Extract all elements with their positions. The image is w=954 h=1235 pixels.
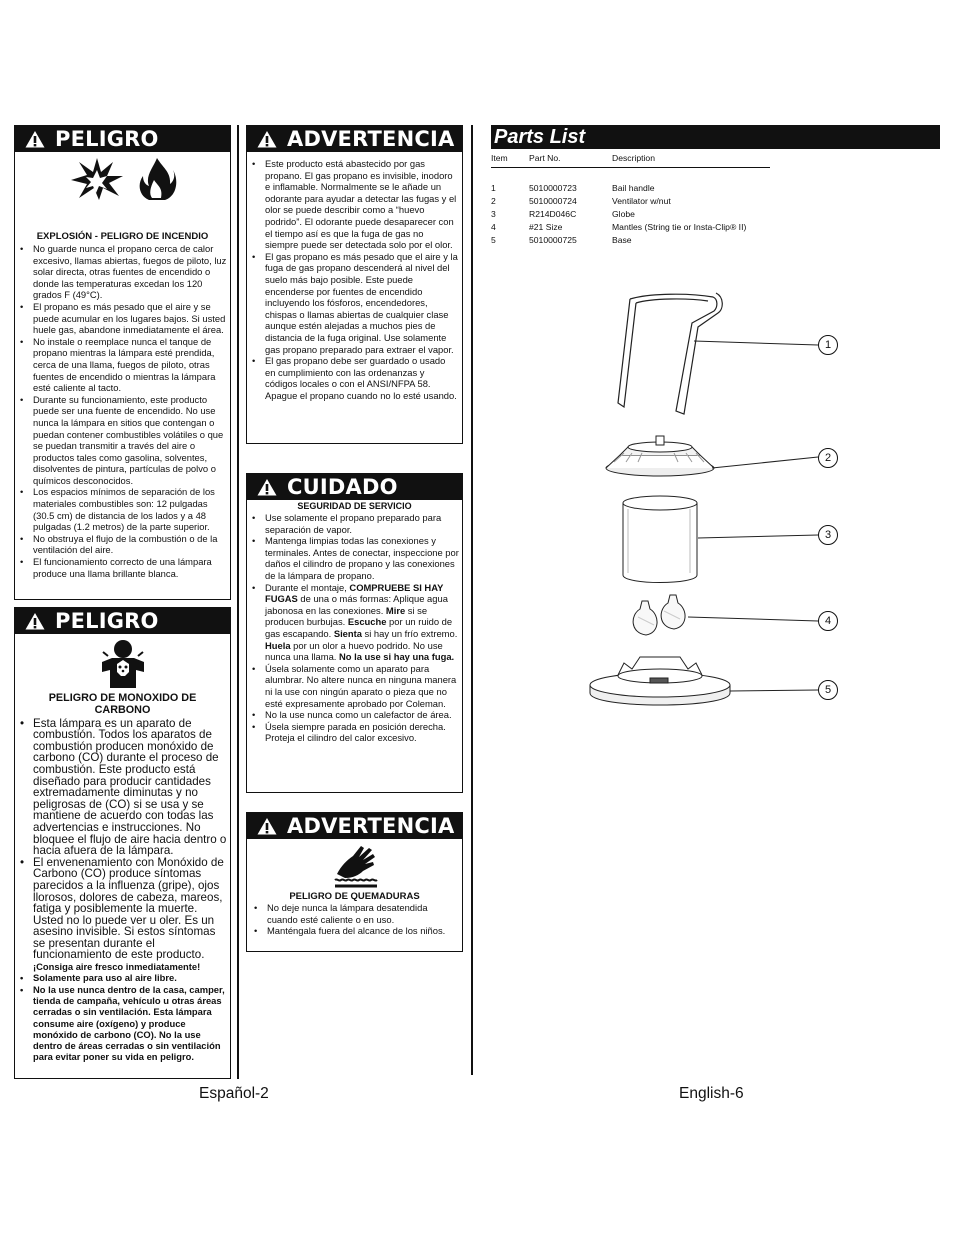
- leak-text: por un ruido de gas escapando.: [265, 616, 453, 639]
- globe-drawing: [623, 496, 697, 583]
- list-item: • Durante su funcionamiento, este producto puede ser una fuente de encendido. No use nunca la lámpara en sitios que contengan o puedan contener combustibles volátiles o que se puedan transmitir a través del aire o productos tales como gasolina, solventes, disolventes de pintura, partículas de polvo o químicos desconocidos.: [33, 394, 230, 487]
- callout-4: 4: [818, 611, 838, 631]
- list-item: [33, 857, 230, 973]
- advertencia-burn-header: [247, 813, 462, 839]
- advertencia-gas-title: ADVERTENCIA: [287, 127, 455, 151]
- list-item: • El propano es más pesado que el aire y se puede acumular en los lugares bajos. Si usted huele gas, abandone inmediatamente el área.: [33, 301, 230, 336]
- cell-part-no: R214D046C: [529, 208, 577, 219]
- peligro-fire-list: [15, 243, 230, 579]
- cell-description: Ventilator w/nut: [612, 195, 671, 206]
- table-row: [491, 233, 770, 246]
- list-item: • No guarde nunca el propano cerca de calor excesivo, llamas abiertas, fuegos de piloto, luz solar directa, otras fuentes de encendido o donde las temperaturas excedan los 120 grados F (49°C).: [33, 243, 230, 301]
- leak-check-bold: COMPRUEBE SI HAY FUGAS: [265, 581, 444, 605]
- peligro-fire-header: [15, 126, 230, 152]
- cell-item: 4: [491, 221, 496, 232]
- leader-line-2: [712, 457, 818, 468]
- advertencia-burn-list: [247, 902, 462, 937]
- base-drawing: [590, 657, 730, 705]
- parts-list-title: Parts List: [491, 125, 940, 149]
- advertencia-burn-title: ADVERTENCIA: [287, 814, 455, 838]
- peligro-co-box: [14, 607, 231, 1079]
- advertencia-burn-subtitle: PELIGRO DE QUEMADURAS: [289, 891, 420, 902]
- cuidado-subtitle: SEGURIDAD DE SERVICIO: [297, 501, 412, 511]
- leader-line-5: [730, 690, 818, 691]
- indoor-warning-text: No la use nunca dentro de la casa, camper, tienda de campaña, vehículo u otras áreas cerradas o sin ventilación. Esta lámpara consume aire (oxígeno) y produce monóxido de carbono (CO). No la use dentro de áreas cerradas o sin ventilación para evitar poner su vida en peligro.: [33, 983, 225, 1063]
- list-item: • Manténgala fuera del alcance de los niños.: [267, 925, 458, 937]
- list-item: [33, 984, 230, 1063]
- list-item: • El funcionamiento correcto de una lámpara produce una llama brillante blanca.: [33, 556, 230, 579]
- list-item: • Use solamente el propano preparado para separación de vapor.: [265, 512, 459, 535]
- peligro-fire-subtitle: EXPLOSIÓN - PELIGRO DE INCENDIO: [36, 231, 209, 242]
- smell-bold: Huela: [265, 639, 291, 651]
- cell-item: 3: [491, 208, 496, 219]
- co-symptoms-text: El envenenamiento con Monóxido de Carbono (CO) produce síntomas parecidos a la influenza (gripe), ojos llorosos, dolores de cabeza, mareos, fatiga y posiblemente la muerte. Usted no lo puede ver u oler. Es un asesino invisible. Si estos síntomas se presentan durante el funcionamiento de este producto.: [33, 855, 224, 962]
- leader-line-4: [688, 617, 818, 621]
- outdoor-use-text: Solamente para uso al aire libre.: [33, 972, 177, 984]
- table-row: [491, 207, 770, 220]
- look-bold: Mire: [385, 604, 406, 616]
- ventilator-drawing: [606, 436, 714, 476]
- list-item: • Este producto está abastecido por gas propano. El gas propano es invisible, inodoro e inflamable. Normalmente se le añade un odorante para ayudar a detectar las fugas y el olor se puede describir como a “huevo podrido”. El odorante puede desaparecer con el tiempo así es que la fuga de gas no siempre puede ser detectada solo por el olor.: [265, 158, 458, 251]
- peligro-fire-box: [14, 125, 231, 600]
- warning-triangle-icon: [257, 478, 277, 496]
- explosion-icon: [69, 156, 125, 202]
- cuidado-list: [247, 512, 462, 744]
- list-item: • No obstruya el flujo de la combustión o de la ventilación del aire.: [33, 533, 230, 556]
- listen-bold: Escuche: [347, 616, 387, 628]
- peligro-co-header: [15, 608, 230, 634]
- callout-3: 3: [818, 525, 838, 545]
- advertencia-gas-box: [246, 125, 463, 444]
- cell-part-no: 5010000725: [529, 234, 577, 245]
- table-row: [491, 181, 770, 194]
- list-item: • No deje nunca la lámpara desatendida cuando esté caliente o en uso.: [267, 902, 458, 925]
- cuidado-header: [247, 474, 462, 500]
- column-divider-left: [237, 125, 239, 1079]
- peligro-co-subtitle: PELIGRO DE MONOXIDO DE CARBONO: [48, 692, 197, 716]
- leak-text: por un olor a huevo podrido. No use nunca una llama.: [265, 639, 443, 663]
- warning-triangle-icon: [25, 130, 45, 148]
- parts-table: [491, 153, 770, 246]
- table-row: [491, 194, 770, 207]
- list-item: [33, 972, 230, 983]
- mantles-drawing: [633, 595, 685, 635]
- co-poison-person-icon: [98, 638, 148, 688]
- advertencia-burn-box: [246, 812, 463, 952]
- explosion-fire-icons: [15, 156, 230, 202]
- leader-line-3: [698, 535, 818, 538]
- warning-triangle-icon: [257, 817, 277, 835]
- header-item: Item: [491, 153, 508, 163]
- hot-hand-icon: [331, 844, 379, 890]
- callout-2: 2: [818, 448, 838, 468]
- list-item: • Esta lámpara es un aparato de combustión. Todos los aparatos de combustión producen monóxido de carbono (CO) durante el proceso de combustión. Este producto está diseñado para producir cantidades extremadamente diminutas y no peligrosas de (CO) si se usa y se mantiene de acuerdo con todas las advertencias e instrucciones. No bloquee el flujo de aire hacia dentro o hacia afuera de la lámpara.: [33, 718, 230, 857]
- leak-text: Durante el montaje,: [265, 581, 350, 593]
- header-description: Description: [612, 153, 655, 163]
- cuidado-box: [246, 473, 463, 793]
- fire-icon: [137, 156, 177, 202]
- cuidado-title: CUIDADO: [287, 475, 398, 499]
- list-item: • Úsela siempre parada en posición derecha. Proteja el cilindro del calor excesivo.: [265, 721, 459, 744]
- cell-description: Bail handle: [612, 182, 655, 193]
- feel-bold: Sienta: [333, 627, 362, 639]
- list-item: • El gas propano es más pesado que el aire y la fuga de gas propano descenderá al nivel del suelo más bajo posible. Este puede encenderse por fuentes de encendido incluyendo los fósforos, encendedores, chispas o llamas abiertas de cualquier clase aunque estén alejadas a muchos pies de distancia de la fuga original. Use solamente gas propano preparado para extraer el vapor.: [265, 251, 458, 355]
- list-item: • Mantenga limpias todas las conexiones y terminales. Antes de conectar, inspeccione por daños el cilindro de propano y las conexiones de la lámpara de propano.: [265, 535, 459, 581]
- list-item: [265, 582, 459, 663]
- peligro-co-list: [15, 718, 230, 1063]
- advertencia-gas-header: [247, 126, 462, 152]
- list-item: • Úsela solamente como un aparato para alumbrar. No altere nunca en ninguna manera ni la use con ningún aparato o pieza que no esté expresamente aprobado por Coleman.: [265, 663, 459, 709]
- warning-triangle-icon: [25, 612, 45, 630]
- cell-description: Globe: [612, 208, 635, 219]
- bail-handle-drawing: [618, 293, 722, 414]
- callout-5: 5: [818, 680, 838, 700]
- list-item: • El gas propano debe ser guardado o usado en cumplimiento con las ordenanzas y códigos locales o con el ANSI/NFPA 58. Apague el propano cuando no lo esté usando.: [265, 355, 458, 401]
- table-row: [491, 220, 770, 233]
- page-number-spanish: Español-2: [199, 1085, 269, 1102]
- advertencia-gas-list: [247, 158, 462, 401]
- leak-text: si se producen burbujas.: [265, 604, 428, 628]
- header-part-no: Part No.: [529, 153, 561, 163]
- leak-text: si hay un frío extremo.: [361, 627, 458, 639]
- cell-part-no: #21 Size: [529, 221, 563, 232]
- lantern-exploded-diagram: [580, 285, 840, 725]
- warning-triangle-icon: [257, 130, 277, 148]
- cell-item: 1: [491, 182, 496, 193]
- page-number-english: English-6: [679, 1085, 744, 1102]
- co-fresh-air-text: ¡Consiga aire fresco inmediatamente!: [33, 961, 201, 973]
- column-divider-right: [471, 125, 473, 1075]
- cell-part-no: 5010000723: [529, 182, 577, 193]
- cell-description: Base: [612, 234, 632, 245]
- callout-1: 1: [818, 335, 838, 355]
- peligro-fire-title: PELIGRO: [55, 127, 159, 151]
- leak-text: de una o más formas: Aplique agua jabonosa en las conexiones.: [265, 593, 448, 616]
- leader-line-1: [694, 341, 818, 345]
- cell-description: Mantles (String tie or Insta-Clip® II): [612, 221, 747, 232]
- list-item: • No instale o reemplace nunca el tanque de propano mientras la lámpara esté prendida, cerca de una llama, fuegos de piloto, otras fuentes de encendido o mientras la lámpara esté caliente al tacto.: [33, 336, 230, 394]
- peligro-co-title: PELIGRO: [55, 609, 159, 633]
- list-item: • Los espacios mínimos de separación de los materiales combustibles son: 12 pulgadas (30.5 cm) de distancia de los lados y a 48 pulgadas (1.2 metros) de la parte superior.: [33, 486, 230, 532]
- list-item: • No la use nunca como un calefactor de área.: [265, 709, 459, 721]
- parts-table-header: [491, 153, 770, 168]
- no-use-leak-bold: No la use si hay una fuga.: [339, 651, 455, 663]
- cell-item: 5: [491, 234, 496, 245]
- cell-item: 2: [491, 195, 496, 206]
- cell-part-no: 5010000724: [529, 195, 577, 206]
